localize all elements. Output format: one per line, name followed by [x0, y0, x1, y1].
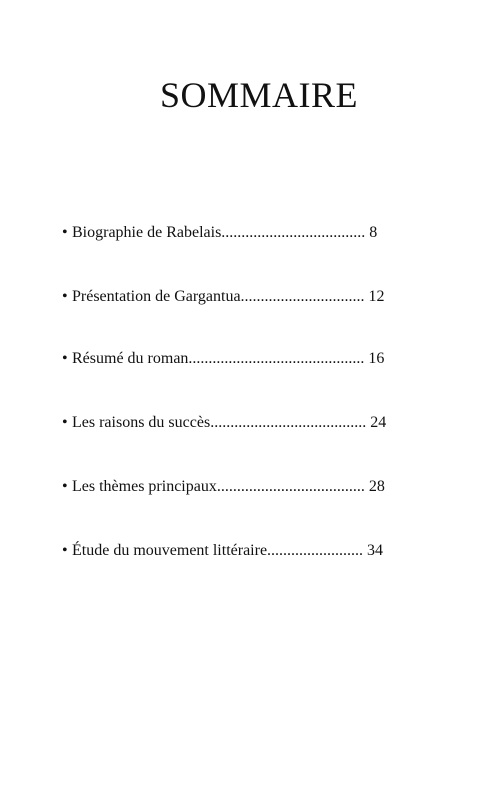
toc-entry-page: 34 — [363, 542, 384, 559]
page-title: SOMMAIRE — [159, 75, 359, 115]
toc-entry-page: 28 — [364, 478, 385, 495]
toc-entry-resume — [62, 348, 384, 370]
toc-entry-leader: ............................................ — [188, 350, 365, 367]
toc-entry-page: 8 — [365, 224, 378, 241]
toc-entry-label: Présentation de Gargantua — [72, 288, 241, 305]
bullet-icon: • — [62, 350, 68, 367]
toc-entry-presentation — [62, 286, 385, 308]
toc-entry-raisons — [62, 412, 386, 434]
toc-entry-label: Résumé du roman — [72, 350, 189, 367]
toc-entry-page: 16 — [364, 350, 385, 367]
toc-entry-leader: ..................................... — [216, 478, 365, 495]
toc-entry-leader: ....................................... — [210, 414, 367, 431]
toc-entry-page: 12 — [364, 288, 385, 305]
bullet-icon: • — [62, 542, 68, 559]
toc-entry-leader: ........................ — [267, 542, 364, 559]
toc-entry-themes — [62, 476, 385, 498]
toc-entry-label: Biographie de Rabelais — [72, 224, 222, 241]
bullet-icon: • — [62, 478, 68, 495]
toc-entry-label: Étude du mouvement littéraire — [72, 542, 268, 559]
bullet-icon: • — [62, 224, 68, 241]
toc-entry-etude — [62, 540, 383, 562]
toc-entry-leader: .................................... — [221, 224, 366, 241]
toc-entry-biographie — [62, 222, 377, 244]
toc-entry-label: Les raisons du succès — [72, 414, 211, 431]
bullet-icon: • — [62, 414, 68, 431]
bullet-icon: • — [62, 288, 68, 305]
toc-entry-page: 24 — [366, 414, 387, 431]
toc-entry-label: Les thèmes principaux — [72, 478, 217, 495]
toc-entry-leader: ............................... — [240, 288, 365, 305]
